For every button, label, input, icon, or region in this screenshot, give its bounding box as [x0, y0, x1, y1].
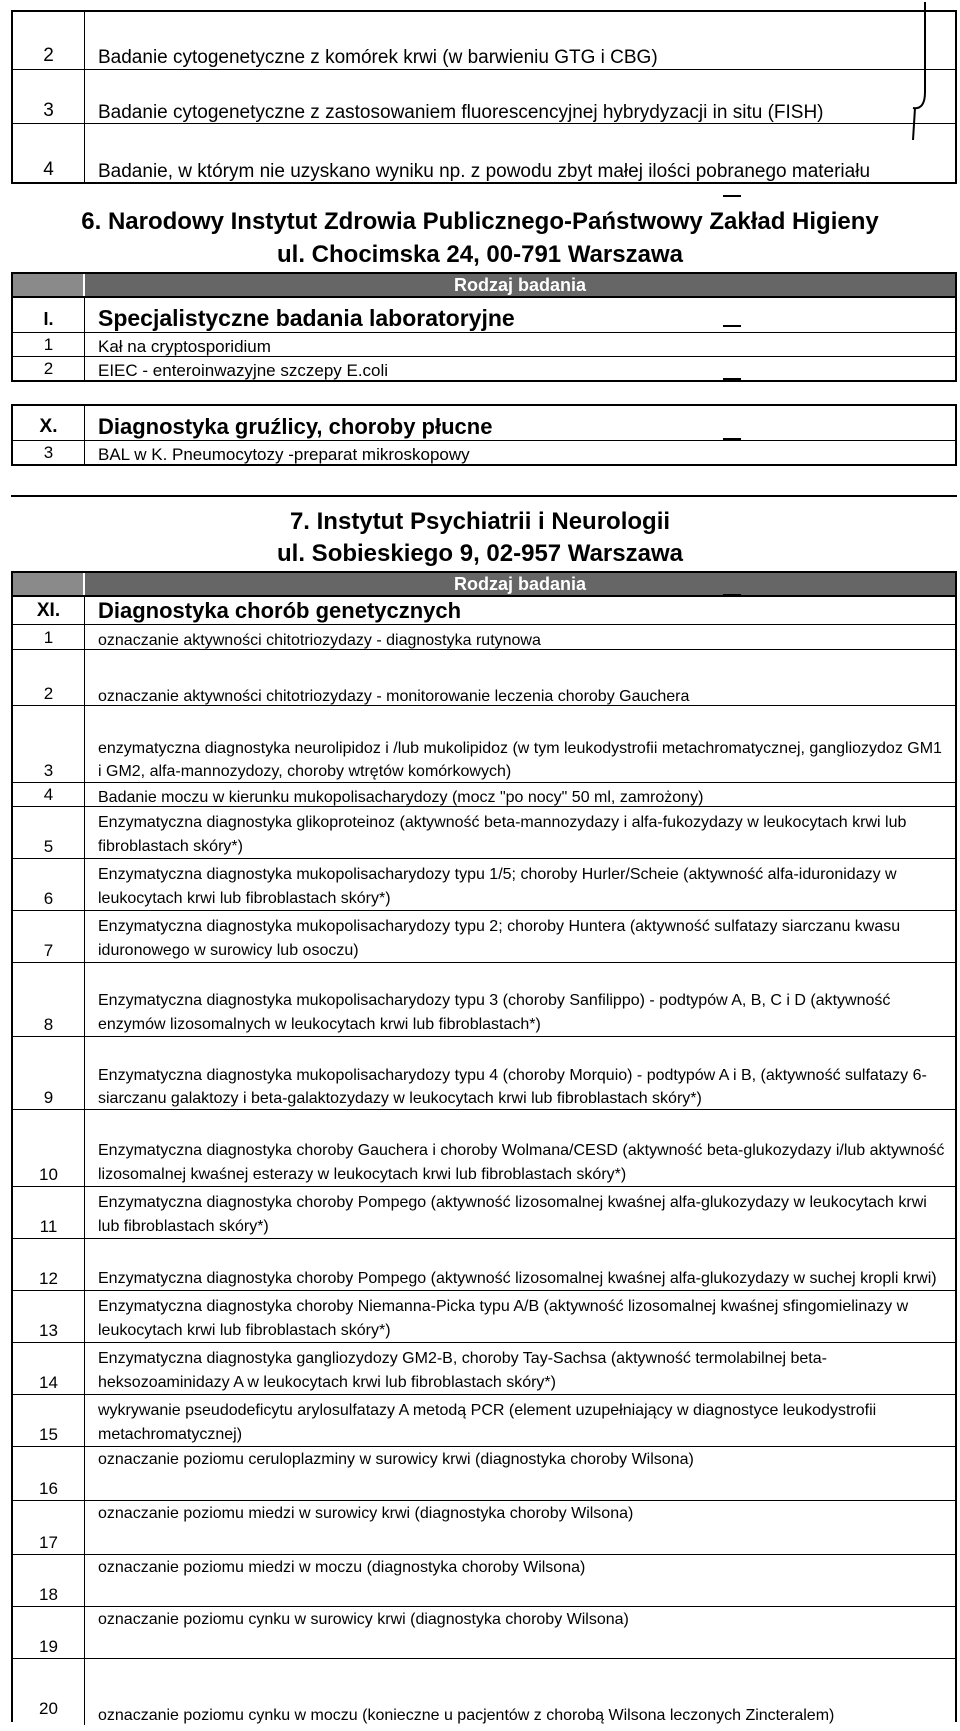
row-text: oznaczanie poziomu ceruloplazminy w surowicy krwi (diagnostyka choroby Wilsona) [98, 1451, 694, 1468]
table-row [13, 1238, 955, 1291]
table-row [13, 782, 955, 807]
row-text: Enzymatyczna diagnostyka choroby Niemanna-Picka typu A/B (aktywność lizosomalnej kwaśnej sfingomielinazy w leukocytach krwi lub fibroblastach skóry*) [98, 1298, 909, 1339]
section-row [13, 597, 955, 624]
row-number: 3 [13, 706, 85, 783]
row-number: 3 [13, 70, 85, 124]
row-text: oznaczanie poziomu cynku w surowicy krwi (diagnostyka choroby Wilsona) [98, 1611, 629, 1628]
institute-6-title: 6. Narodowy Instytut Zdrowia Publicznego-Państwowy Zakład Higieny [81, 208, 879, 235]
dash-mark [723, 325, 741, 327]
row-number: 9 [13, 1037, 85, 1110]
table-row [13, 332, 955, 357]
table-row [13, 806, 955, 859]
institute-7-table [11, 595, 957, 1722]
row-number: 16 [13, 1447, 85, 1501]
section-number: X. [13, 406, 85, 440]
row-text: Enzymatyczna diagnostyka mukopolisacharydozy typu 1/5; choroby Hurler/Scheie (aktywność alfa-iduronidazy w leukocytach krwi lub fibroblastach skóry*) [98, 866, 897, 907]
top-table [11, 10, 957, 184]
institute-6-table-2 [11, 404, 957, 466]
row-text: Enzymatyczna diagnostyka choroby Gauchera i choroby Wolmana/CESD (aktywność beta-glukozydazy i/lub aktywność lizosomalnej kwaśnej esterazy w leukocytach krwi lub fibroblastach skóry*) [98, 1142, 945, 1183]
section-title: Specjalistyczne badania laboratoryjne [98, 305, 515, 331]
section-row [13, 298, 955, 332]
row-text: EIEC - enteroinwazyjne szczepy E.coli [98, 361, 389, 380]
row-number: 6 [13, 859, 85, 911]
row-number: 14 [13, 1343, 85, 1395]
institute-7-title: 7. Instytut Psychiatrii i Neurologii [289, 508, 671, 535]
row-number: 5 [13, 807, 85, 859]
row-number: 2 [13, 357, 85, 381]
rodzaj-label: Rodzaj badania [453, 574, 587, 594]
row-number: 10 [13, 1110, 85, 1187]
row-number: 18 [13, 1555, 85, 1607]
row-number: 8 [13, 963, 85, 1037]
row-text: Badanie moczu w kierunku mukopolisacharydozy (mocz "po nocy" 50 ml, zamrożony) [98, 789, 704, 806]
row-text: oznaczanie aktywności chitotriozydazy - monitorowanie leczenia choroby Gauchera [98, 688, 690, 705]
row-number: 17 [13, 1501, 85, 1555]
row-number: 11 [13, 1187, 85, 1239]
row-number: 2 [13, 650, 85, 706]
row-number: 20 [13, 1659, 85, 1725]
table-row [13, 705, 955, 783]
rodzaj-header [11, 571, 957, 597]
table-row [13, 624, 955, 650]
rodzaj-label: Rodzaj badania [453, 275, 587, 295]
row-number: 7 [13, 911, 85, 963]
row-text: oznaczanie poziomu cynku w moczu (konieczne u pacjentów z chorobą Wilsona leczonych Zincteralem) [98, 1707, 835, 1724]
row-text: Enzymatyczna diagnostyka gangliozydozy GM2-B, choroby Tay-Sachsa (aktywność termolabilnej beta-heksozoaminidazy A w leukocytach krwi lub fibroblastach skóry*) [98, 1350, 827, 1391]
separator-line [11, 495, 957, 497]
table-row [13, 440, 955, 465]
row-text: wykrywanie pseudodeficytu arylosulfatazy A metodą PCR (element uzupełniający w diagnostyce leukodystrofii metachromatycznej) [98, 1402, 877, 1443]
row-number: 4 [13, 124, 85, 183]
section-title: Diagnostyka gruźlicy, choroby płucne [98, 414, 493, 439]
row-text: Enzymatyczna diagnostyka mukopolisacharydozy typu 3 (choroby Sanfilippo) - podtypów A, B, C i D (aktywność enzymów lizosomalnych w leukocytach krwi lub fibroblastach*) [98, 992, 891, 1033]
row-number: 1 [13, 333, 85, 357]
table-row [13, 69, 955, 124]
table-row [13, 910, 955, 963]
header-stub [13, 573, 85, 595]
row-text: BAL w K. Pneumocytozy -preparat mikroskopowy [98, 445, 470, 464]
table-row [13, 1109, 955, 1187]
table-row [13, 1658, 955, 1725]
row-text: Enzymatyczna diagnostyka glikoproteinoz (aktywność beta-mannozydazy i alfa-fukozydazy w leukocytach krwi lub fibroblastach skóry*) [98, 814, 907, 855]
institute-7-address: ul. Sobieskiego 9, 02-957 Warszawa [277, 540, 683, 567]
row-number: 3 [13, 441, 85, 465]
table-row [13, 1554, 955, 1607]
row-number: 4 [13, 783, 85, 807]
table-row [13, 1446, 955, 1501]
table-row [13, 649, 955, 706]
row-text: Badanie, w którym nie uzyskano wyniku np. z powodu zbyt małej ilości pobranego materiału [98, 161, 871, 182]
row-text: oznaczanie poziomu miedzi w moczu (diagnostyka choroby Wilsona) [98, 1559, 586, 1576]
dash-mark [723, 195, 741, 197]
dash-mark [723, 378, 741, 380]
institute-6-address: ul. Chocimska 24, 00-791 Warszawa [277, 241, 683, 268]
row-number: 19 [13, 1607, 85, 1659]
rodzaj-header [11, 272, 957, 298]
row-text: Kał na cryptosporidium [98, 337, 271, 356]
row-number: 13 [13, 1291, 85, 1343]
table-row [13, 356, 955, 381]
row-text: Badanie cytogenetyczne z zastosowaniem fluorescencyjnej hybrydyzacji in situ (FISH) [98, 102, 824, 123]
row-text: enzymatyczna diagnostyka neurolipidoz i /lub mukolipidoz (w tym leukodystrofii metachromatycznej, gangliozydoz GM1 i GM2, alfa-mannozydozy, choroby wtrętów komórkowych) [98, 740, 942, 780]
table-row [13, 1606, 955, 1659]
table-row [13, 12, 955, 69]
table-row [13, 123, 955, 183]
table-row [13, 962, 955, 1037]
row-text: oznaczanie aktywności chitotriozydazy - diagnostyka rutynowa [98, 632, 541, 649]
row-text: Enzymatyczna diagnostyka mukopolisacharydozy typu 2; choroby Huntera (aktywność sulfatazy siarczanu kwasu iduronowego w surowicy lub osoczu) [98, 918, 901, 959]
row-text: Badanie cytogenetyczne z komórek krwi (w barwieniu GTG i CBG) [98, 47, 658, 68]
row-text: Enzymatyczna diagnostyka choroby Pompego (aktywność lizosomalnej kwaśnej alfa-glukozydazy w suchej kropli krwi) [98, 1270, 937, 1287]
section-number: I. [13, 298, 85, 332]
institute-6-table-1 [11, 296, 957, 382]
section-number: XI. [13, 597, 85, 624]
table-row [13, 1394, 955, 1447]
row-number: 1 [13, 625, 85, 650]
row-text: Enzymatyczna diagnostyka mukopolisacharydozy typu 4 (choroby Morquio) - podtypów A i B, (aktywność sulfatazy 6-siarczanu galaktozy i beta-galaktozydazy w leukocytach krwi lub fibroblastach skóry*) [98, 1067, 927, 1107]
table-row [13, 1342, 955, 1395]
table-row [13, 1186, 955, 1239]
row-number: 15 [13, 1395, 85, 1447]
table-row [13, 858, 955, 911]
table-row [13, 1500, 955, 1555]
row-text: Enzymatyczna diagnostyka choroby Pompego (aktywność lizosomalnej kwaśnej alfa-glukozydazy w leukocytach krwi lub fibroblastach skóry*) [98, 1194, 927, 1235]
header-stub [13, 274, 85, 296]
table-row [13, 1036, 955, 1110]
row-number: 2 [13, 12, 85, 69]
section-title: Diagnostyka chorób genetycznych [98, 598, 462, 623]
dash-mark [723, 438, 741, 440]
row-number: 12 [13, 1239, 85, 1291]
section-row [13, 406, 955, 440]
row-text: oznaczanie poziomu miedzi w surowicy krwi (diagnostyka choroby Wilsona) [98, 1505, 634, 1522]
table-row [13, 1290, 955, 1343]
bracket-mark [905, 0, 935, 150]
